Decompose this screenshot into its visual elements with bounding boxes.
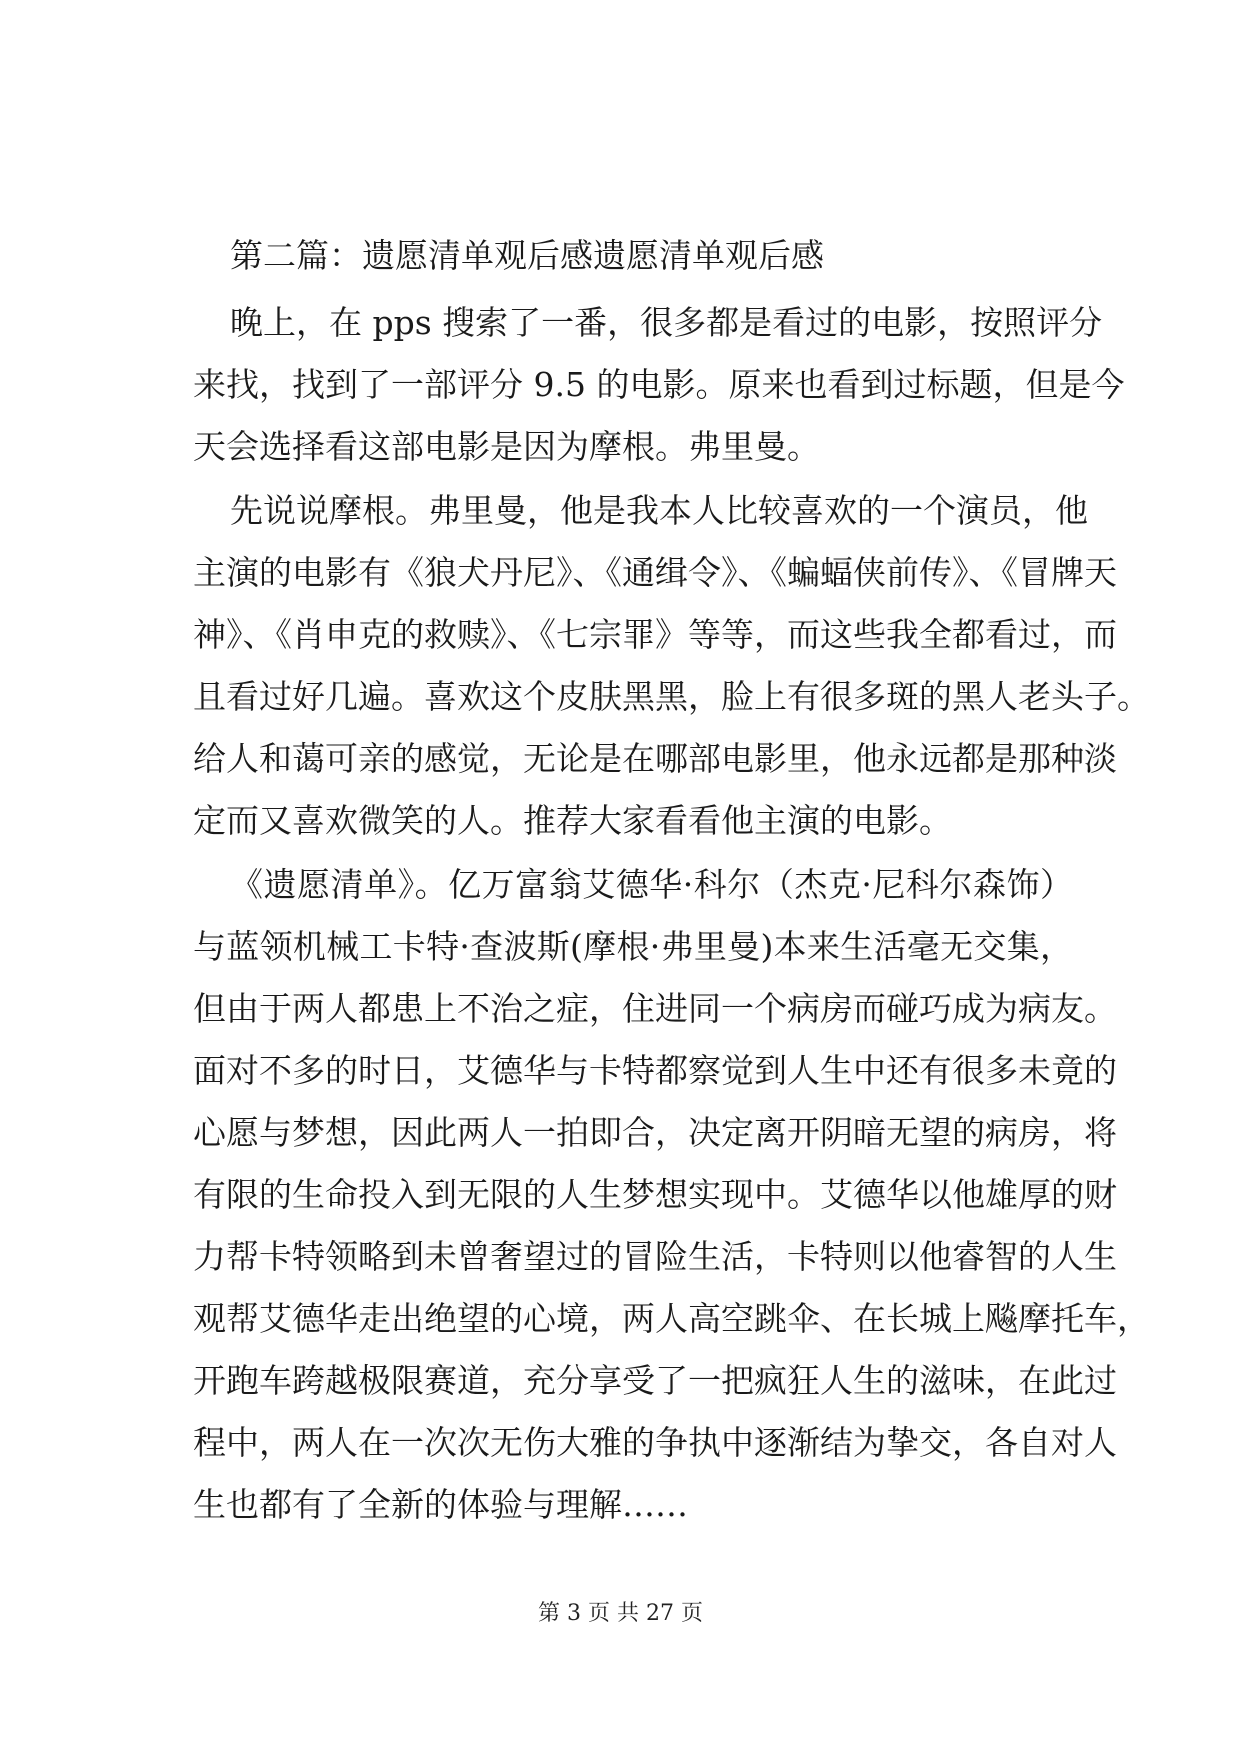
paragraph-line: 《遗愿清单》。亿万富翁艾德华·科尔（杰克·尼科尔森饰）	[230, 865, 1073, 904]
paragraph-line: 且看过好几遍。喜欢这个皮肤黑黑，脸上有很多斑的黑人老头子。	[193, 677, 1150, 716]
paragraph-line: 程中，两人在一次次无伤大雅的争执中逐渐结为挚交，各自对人	[193, 1423, 1117, 1462]
paragraph-1	[193, 292, 1125, 478]
paragraph-3	[193, 854, 1150, 1536]
paragraph-line: 晚上，在 pps 搜索了一番，很多都是看过的电影，按照评分	[230, 303, 1103, 342]
paragraph-line: 有限的生命投入到无限的人生梦想实现中。艾德华以他雄厚的财	[193, 1175, 1117, 1214]
paragraph-line: 生也都有了全新的体验与理解……	[193, 1485, 688, 1524]
paragraph-line: 定而又喜欢微笑的人。推荐大家看看他主演的电影。	[193, 801, 952, 840]
paragraph-line: 天会选择看这部电影是因为摩根。弗里曼。	[193, 427, 820, 466]
paragraph-line: 给人和蔼可亲的感觉，无论是在哪部电影里，他永远都是那种淡	[193, 739, 1117, 778]
document-body	[193, 225, 1150, 1536]
paragraph-line: 面对不多的时日，艾德华与卡特都察觉到人生中还有很多未竟的	[193, 1051, 1117, 1090]
paragraph-line: 开跑车跨越极限赛道，充分享受了一把疯狂人生的滋味，在此过	[193, 1361, 1117, 1400]
paragraph-2	[193, 480, 1150, 852]
paragraph-line: 神》、《肖申克的救赎》、《七宗罪》等等，而这些我全都看过，而	[193, 615, 1117, 654]
section-heading: 第二篇：遗愿清单观后感遗愿清单观后感	[230, 236, 824, 275]
paragraph-line: 来找，找到了一部评分 9.5 的电影。原来也看到过标题，但是今	[193, 365, 1125, 404]
paragraph-line: 观帮艾德华走出绝望的心境，两人高空跳伞、在长城上飚摩托车，	[193, 1299, 1150, 1338]
paragraph-line: 力帮卡特领略到未曾奢望过的冒险生活，卡特则以他睿智的人生	[193, 1237, 1117, 1276]
paragraph-line: 心愿与梦想，因此两人一拍即合，决定离开阴暗无望的病房，将	[193, 1113, 1117, 1152]
page-number-footer: 第 3 页 共 27 页	[538, 1601, 703, 1626]
paragraph-line: 先说说摩根。弗里曼，他是我本人比较喜欢的一个演员，他	[230, 491, 1088, 530]
paragraph-line: 主演的电影有《狼犬丹尼》、《通缉令》、《蝙蝠侠前传》、《冒牌天	[193, 553, 1117, 592]
paragraph-line: 但由于两人都患上不治之症，住进同一个病房而碰巧成为病友。	[193, 989, 1117, 1028]
paragraph-line: 与蓝领机械工卡特·查波斯(摩根·弗里曼)本来生活毫无交集，	[193, 927, 1073, 966]
